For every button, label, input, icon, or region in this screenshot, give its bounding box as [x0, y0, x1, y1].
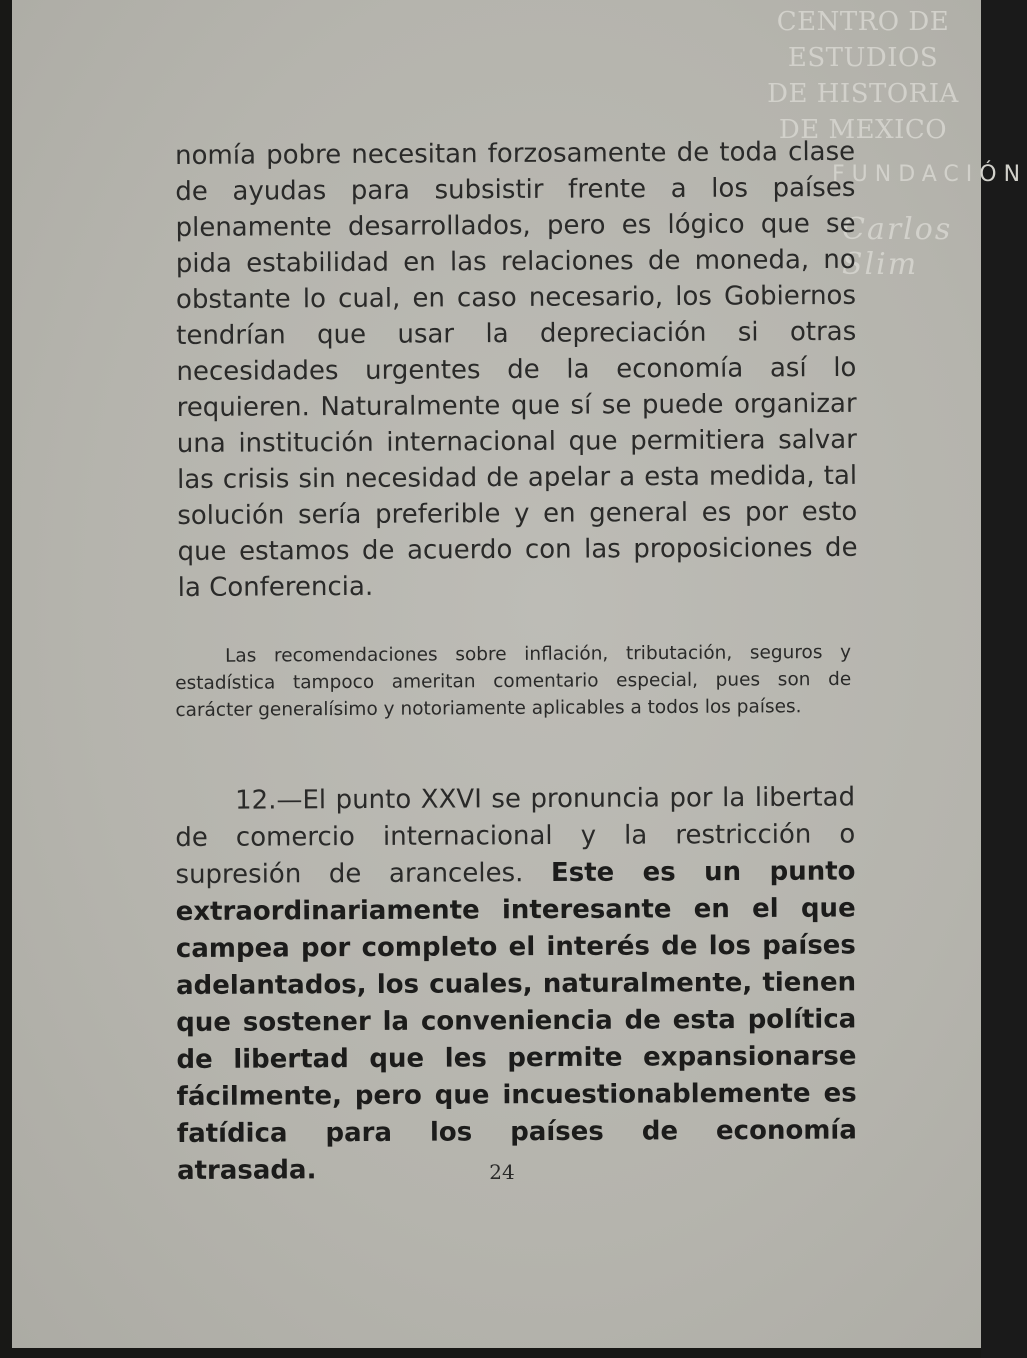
watermark-line: CENTRO DE — [776, 7, 950, 37]
watermark-signature: Carlos Slim — [842, 212, 953, 282]
paragraph-3 — [175, 779, 857, 1190]
page-number: 24 — [489, 1160, 515, 1184]
paragraph-2-small: Las recomendaciones sobre inflación, tributación, seguros y estadística tampoco ameritan comentario especial, pues son de carácter generalísimo y notoriamente aplicables a todos los países. — [175, 641, 852, 721]
document-page — [12, 0, 1027, 1348]
paragraph-3-bold: Este es un punto extraordinariamente interesante en el que campea por completo el interés de los países adelantados, los cuales, naturalmente, tienen que sostener la conveniencia de esta política de libertad que les permite expansionarse fácilmente, pero que incuestionablemente es fatídica para los países de economía atrasada. — [175, 856, 857, 1186]
paragraph-1: nomía pobre necesitan forzosamente de toda clase de ayudas para subsistir frente a los países plenamente desarrollados, pero es lógico que se pida estabilidad en las relaciones de moneda, no obstante lo cual, en caso necesario, los Gobiernos tendrían que usar la depreciación si otras necesidades urgentes de la economía así lo requieren. Naturalmente que sí se puede organizar una institución internacional que permitiera salvar las crisis sin necesidad de apelar a esta medida, tal solución sería preferible y en general es por esto que estamos de acuerdo con las proposiciones de la Conferencia. — [175, 136, 858, 603]
paragraph-3-normal: 12.—El punto XXVI se pronuncia por la libertad de comercio internacional y la restricción o supresión de aranceles. — [175, 782, 856, 890]
watermark-line: DE MEXICO — [778, 115, 948, 145]
watermark-fundacion: FUNDACIÓN — [832, 162, 1027, 187]
archive-watermark — [763, 4, 963, 148]
watermark-line: DE HISTORIA — [767, 79, 959, 109]
watermark-line: ESTUDIOS — [787, 43, 939, 73]
